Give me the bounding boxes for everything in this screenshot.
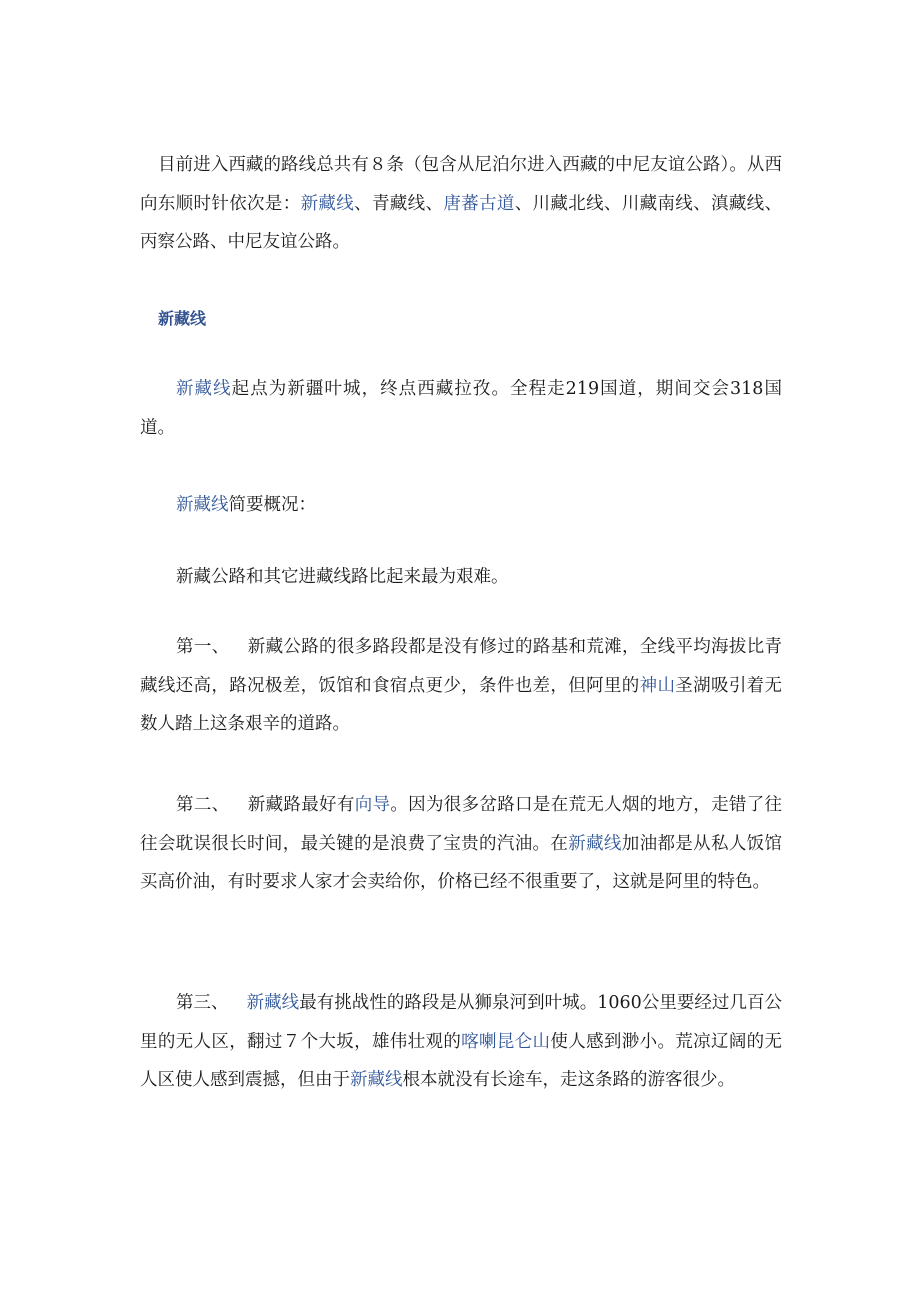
paragraph-summary-title xyxy=(140,486,782,525)
point-one-label: 第一、 xyxy=(176,637,230,657)
paragraph-point-three xyxy=(140,984,782,1100)
point-one-text-2: 圣湖吸引着无数人踏上这条艰辛的道路。 xyxy=(140,675,783,734)
link-xinzang-line[interactable]: 新藏线 xyxy=(300,193,355,214)
link-karakoram-mountains[interactable]: 喀喇昆仑山 xyxy=(461,1031,551,1052)
intro-paragraph xyxy=(140,146,782,262)
link-tangbo-ancient-road[interactable]: 唐蕃古道 xyxy=(443,193,515,214)
point-one-text-1: 新藏公路的很多路段都是没有修过的路基和荒滩，全线平均海拔比青藏线还高，路况极差，饭馆和食宿点更少，条件也差，但阿里的 xyxy=(140,637,783,696)
link-xinzang-line[interactable]: 新藏线 xyxy=(176,379,232,399)
link-xinzang-line[interactable]: 新藏线 xyxy=(246,993,300,1013)
route-overview-text: 起点为新疆叶城，终点西藏拉孜。全程走219国道，期间交会318国道。 xyxy=(140,379,782,438)
intro-text-2: 、青藏线、 xyxy=(354,193,444,214)
point-three-label: 第三、 xyxy=(176,993,229,1013)
point-three-text-3: 根本就没有长途车，走这条路的游客很少。 xyxy=(402,1070,735,1090)
link-xinzang-line[interactable]: 新藏线 xyxy=(568,833,622,854)
paragraph-point-two xyxy=(140,786,782,902)
paragraph-point-one xyxy=(140,628,782,744)
intro-text-3: 、川藏北线、川藏南线、滇藏线、丙察公路、中尼友谊公路。 xyxy=(140,193,783,252)
link-xinzang-line[interactable]: 新藏线 xyxy=(350,1070,403,1090)
point-three-text-2: 使人感到渺小。荒凉辽阔的无人区使人感到震撼，但由于 xyxy=(140,1031,783,1090)
paragraph-route-overview xyxy=(140,370,782,447)
intro-text-1: 目前进入西藏的路线总共有８条（包含从尼泊尔进入西藏的中尼友谊公路）。从西向东顺时针依次是： xyxy=(140,155,782,214)
paragraph-difficulty xyxy=(140,558,782,597)
summary-title-text: 简要概况： xyxy=(228,495,316,515)
point-two-label: 第二、 xyxy=(176,795,230,815)
point-three-text-1: 最有挑战性的路段是从狮泉河到叶城。1060公里要经过几百公里的无人区，翻过７个大坂，雄伟壮观的 xyxy=(140,993,782,1052)
point-two-text-2: 。因为很多岔路口是在荒无人烟的地方，走错了往往会耽误很长时间，最关键的是浪费了宝贵的汽油。在 xyxy=(140,795,783,854)
link-holy-mountain[interactable]: 神山 xyxy=(639,675,676,696)
point-two-text-3: 加油都是从私人饭馆买高价油，有时要求人家才会卖给你，价格已经不很重要了，这就是阿里的特色。 xyxy=(140,833,783,892)
link-xinzang-line[interactable]: 新藏线 xyxy=(176,495,229,515)
difficulty-text: 新藏公路和其它进藏线路比起来最为艰难。 xyxy=(176,567,509,587)
section-heading: 新藏线 xyxy=(158,309,207,328)
point-two-text-1: 新藏路最好有 xyxy=(247,795,355,815)
link-guide[interactable]: 向导 xyxy=(354,795,391,815)
